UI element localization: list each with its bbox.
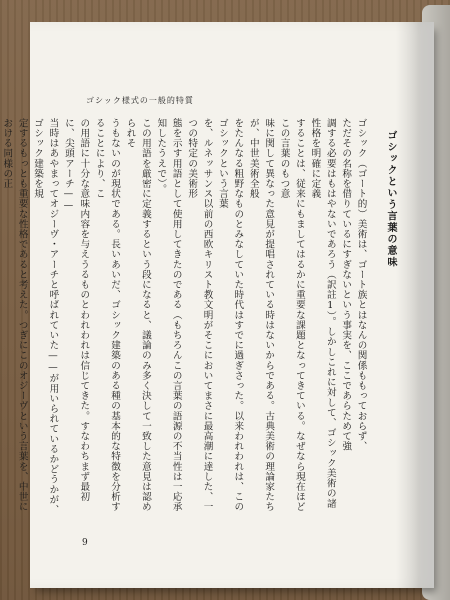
paragraph-line: ただその名称を借りているにすぎないという事実を、ここであらためて強 <box>340 118 352 452</box>
paragraph-line: 定するもっとも重要な性格であると考えた。つぎにこのオジーヴという言葉を、中世における同様の正 <box>1 118 28 512</box>
paragraph-line: この用語を厳密に定義するという段になると、議論のみ多く決して一致した意見は認められそ <box>124 118 151 512</box>
vertical-body-text <box>1 118 400 518</box>
page-curl-shading <box>396 22 434 588</box>
paragraph-line: 当時はあやまってオジーヴ・アーチと呼ばれていた——が用いられているかどうかが、ゴシック建築を規 <box>32 118 59 515</box>
running-head: ゴシック様式の一般的特質 <box>86 96 194 105</box>
paragraph-line: ゴシック（ゴート的）美術は、ゴート族とはなんの関係ももっておらず、 <box>355 118 367 452</box>
paragraph-line: の用語に十分な意味内容を与えうるものとわれわれは信じてきた。すなわちまず最初に、尖頭アーチ—— <box>62 118 90 502</box>
page-number: 9 <box>82 538 88 548</box>
paragraph-line: を、ルネッサンス以前の西欧キリスト教文明がそこにおいてまさに最高潮に達した、一つの特定の美術形 <box>186 118 213 512</box>
paragraph-line: うもないのが現状である。長いあいだ、ゴシック建築のある種の基本的な特徴を分析することにより、こ <box>93 118 121 512</box>
section-heading: ゴシックという言葉の意味 <box>385 130 396 268</box>
paragraph-line: 調する必要はもはやないであろう（訳註1）。しかしこれに対して、ゴシック美術の諸性格を明確に定義 <box>309 118 336 509</box>
paragraph-line: することは、従来にもましてはるかに重要な課題となってきている。なぜなら現在ほどこの言葉のもつ意 <box>278 118 305 512</box>
paragraph-line: 味に関して異なった意見が提唱されている時はないからである。古典美術の理論家たちが、中世美術全般 <box>247 118 275 512</box>
paragraph-line: をたんなる粗野なものとみなしていた時代はすでに過ぎさった。以来われわれは、このゴシックという言葉 <box>216 118 244 512</box>
paragraph-line: 態を示す用語として使用してきたのである（もちろんこの言葉の語源の不当性は一応承知したうえで）。 <box>155 118 182 512</box>
